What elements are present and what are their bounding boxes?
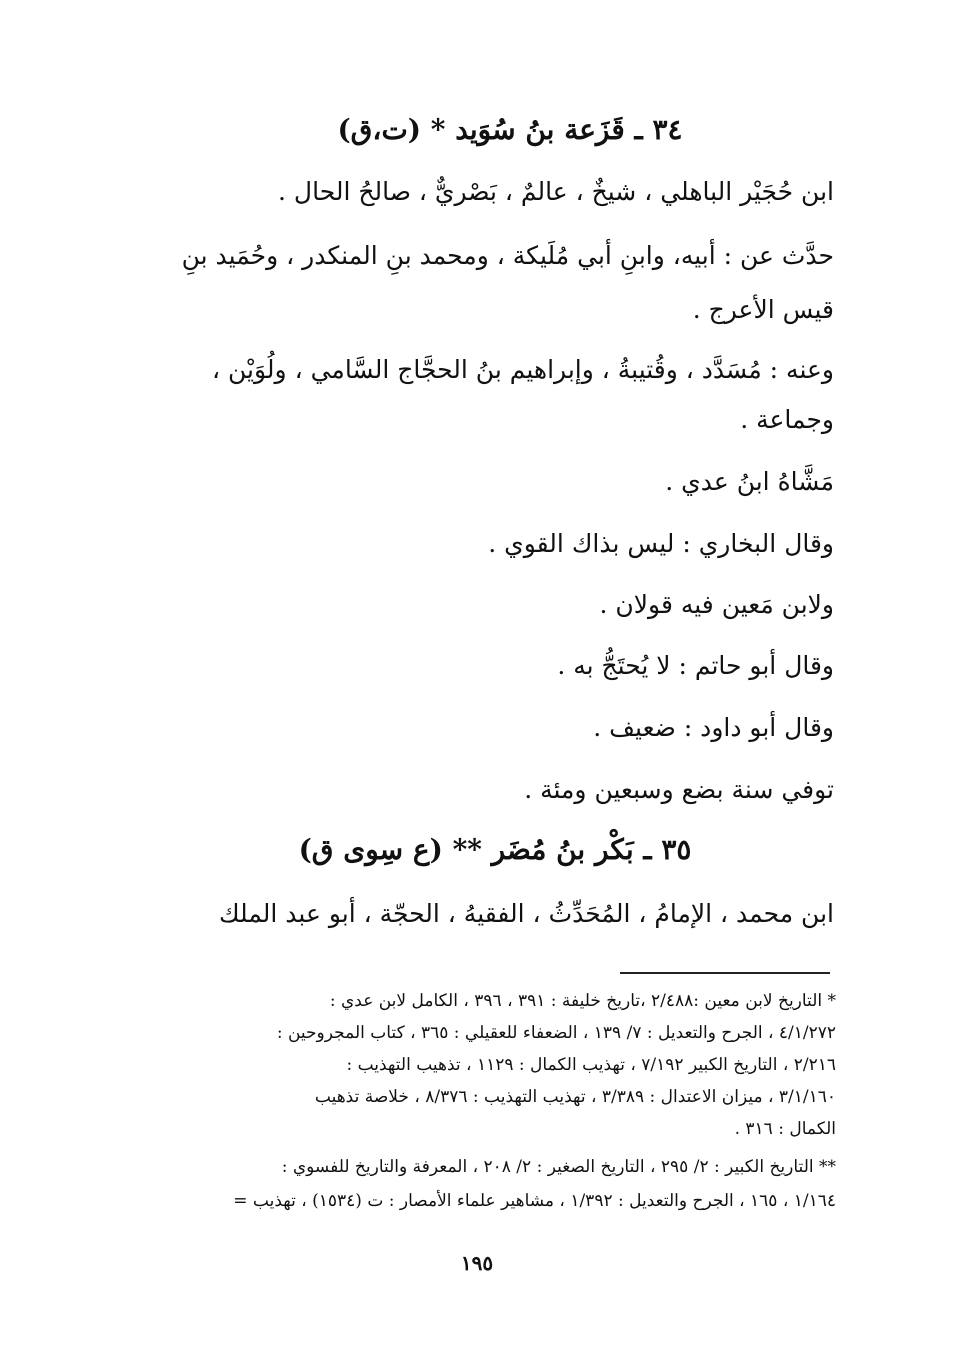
footnote-separator bbox=[620, 972, 830, 974]
entry-34-line-3: قيس الأعرج . bbox=[692, 295, 834, 324]
footnote-line-2: ٤/١/٢٧٢ ، الجرح والتعديل : ٧/ ١٣٩ ، الضعفاء للعقيلي : ٣٦٥ ، كتاب المجروحين : bbox=[276, 1023, 836, 1043]
entry-34-line-6: مَشَّاهُ ابنُ عدي . bbox=[665, 467, 834, 496]
footnote-line-6: ** التاريخ الكبير : ٢/ ٢٩٥ ، التاريخ الصغير : ٢/ ٢٠٨ ، المعرفة والتاريخ للفسوي : bbox=[281, 1157, 836, 1177]
footnote-line-3: ٢/٢١٦ ، التاريخ الكبير ٧/١٩٢ ، تهذيب الكمال : ١١٢٩ ، تذهيب التهذيب : bbox=[346, 1055, 836, 1075]
entry-34-line-8: ولابن مَعين فيه قولان . bbox=[599, 590, 834, 619]
entry-34-heading: ٣٤ ـ قَزَعة بنُ سُوَيد * (ت،ق) bbox=[337, 113, 683, 146]
entry-35-line-1: ابن محمد ، الإمامُ ، المُحَدِّثُ ، الفقيهُ ، الحجّة ، أبو عبد الملك bbox=[218, 899, 834, 928]
entry-34-line-5: وجماعة . bbox=[740, 405, 834, 434]
entry-34-line-10: وقال أبو داود : ضعيف . bbox=[593, 713, 834, 742]
entry-34-line-9: وقال أبو حاتم : لا يُحتَجُّ به . bbox=[557, 651, 834, 680]
footnote-line-5: الكمال : ٣١٦ . bbox=[734, 1119, 836, 1139]
entry-34-line-2: حدَّث عن : أبيه، وابنِ أبي مُلَيكة ، ومحمد بنِ المنكدر ، وحُمَيد بنِ bbox=[181, 241, 834, 270]
footnote-line-1: * التاريخ لابن معين :٢/٤٨٨ ،تاريخ خليفة : ٣٩١ ، ٣٩٦ ، الكامل لابن عدي : bbox=[329, 991, 836, 1011]
page-number: ١٩٥ bbox=[460, 1251, 494, 1275]
entry-34-line-7: وقال البخاري : ليس بذاك القوي . bbox=[488, 529, 834, 558]
entry-35-heading: ٣٥ ـ بَكْر بنُ مُضَر ** (ع سِوى ق) bbox=[298, 833, 692, 866]
footnote-line-4: ٣/١/١٦٠ ، ميزان الاعتدال : ٣/٣٨٩ ، تهذيب التهذيب : ٨/٣٧٦ ، خلاصة تذهيب bbox=[314, 1087, 836, 1107]
entry-34-line-1: ابن حُجَيْر الباهلي ، شيخٌ ، عالمٌ ، بَصْريٌّ ، صالحُ الحال . bbox=[278, 177, 834, 206]
entry-34-line-4: وعنه : مُسَدَّد ، وقُتيبةُ ، وإبراهيم بنُ الحجَّاج السَّامي ، ولُوَيْن ، bbox=[212, 355, 834, 384]
entry-34-line-11: توفي سنة بضع وسبعين ومئة . bbox=[524, 775, 834, 804]
footnote-line-7: ١/١٦٤ ، ١٦٥ ، الجرح والتعديل : ١/٣٩٢ ، مشاهير علماء الأمصار : ت (١٥٣٤) ، تهذيب = bbox=[233, 1191, 836, 1211]
